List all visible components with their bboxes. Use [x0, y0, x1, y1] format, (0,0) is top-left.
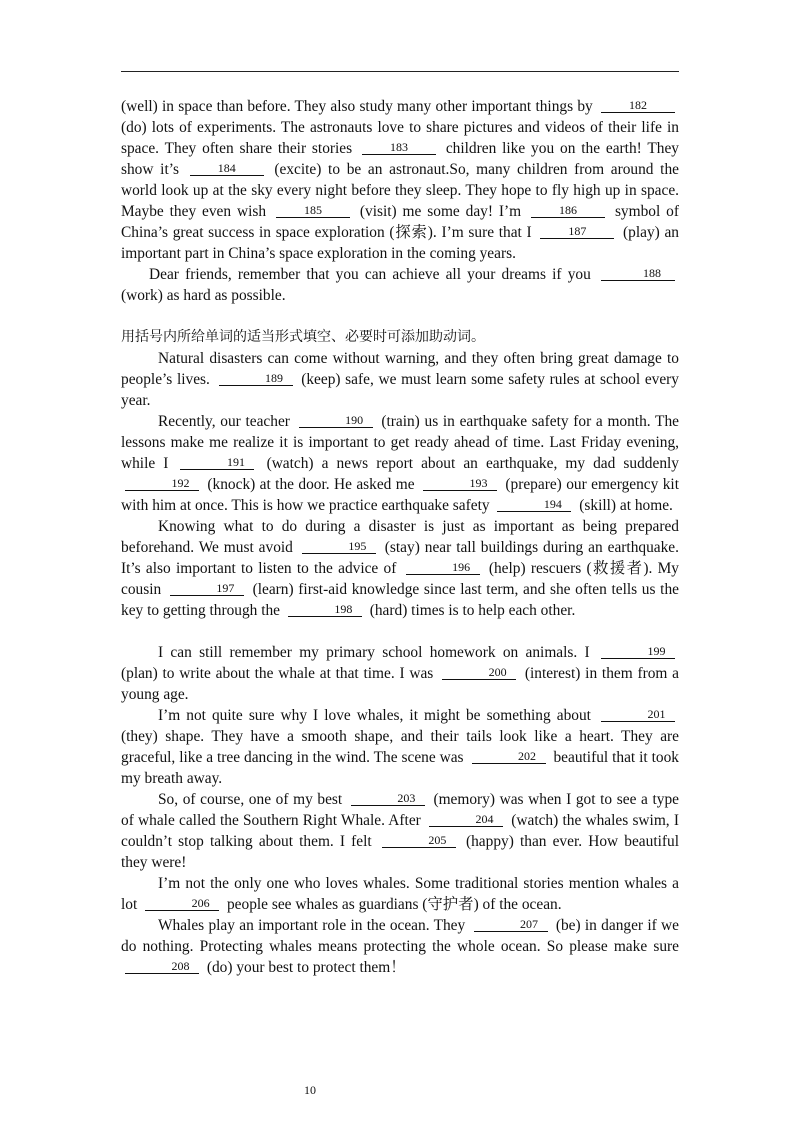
- answer-blank-197[interactable]: 197: [170, 581, 244, 596]
- paragraph: Knowing what to do during a disaster is just as important as being prepared beforehand. We must avoid 195 (stay) near tall buildings during an earthquake. It’s also important to listen to the advice of 196 (help) rescuers (救援者). My cousin 197 (learn) first-aid knowledge since last term, and she often tells us the key to getting through the 198 (hard) times is to help each other.: [121, 518, 679, 619]
- paragraph: Natural disasters can come without warning, and they often bring great damage to people’s lives. 189 (keep) safe, we must learn some safety rules at school every year.: [121, 350, 679, 409]
- answer-blank-190[interactable]: 190: [299, 413, 373, 428]
- answer-blank-206[interactable]: 206: [145, 896, 219, 911]
- answer-blank-208[interactable]: 208: [125, 959, 199, 974]
- answer-blank-182[interactable]: 182: [601, 98, 675, 113]
- answer-blank-189[interactable]: 189: [219, 371, 293, 386]
- paragraph: I’m not the only one who loves whales. Some traditional stories mention whales a lot 206 people see whales as guardians (守护者) of the ocean.: [121, 875, 679, 913]
- paragraph: I can still remember my primary school homework on animals. I 199 (plan) to write about the whale at that time. I was 200 (interest) in them from a young age.: [121, 644, 679, 703]
- answer-blank-202[interactable]: 202: [472, 749, 546, 764]
- answer-blank-187[interactable]: 187: [540, 224, 614, 239]
- answer-blank-199[interactable]: 199: [601, 644, 675, 659]
- answer-blank-198[interactable]: 198: [288, 602, 362, 617]
- paragraph: Dear friends, remember that you can achieve all your dreams if you 188 (work) as hard as possible.: [121, 264, 679, 306]
- answer-blank-201[interactable]: 201: [601, 707, 675, 722]
- paragraph: Whales play an important role in the ocean. They 207 (be) in danger if we do nothing. Protecting whales means protecting the whole ocean. So please make sure 208 (do) your best to protect them！: [121, 917, 679, 976]
- answer-blank-185[interactable]: 185: [276, 203, 350, 218]
- exercise-instruction: 用括号内所给单词的适当形式填空、必要时可添加助动词。: [121, 329, 485, 345]
- header-rule: [121, 71, 679, 72]
- answer-blank-186[interactable]: 186: [531, 203, 605, 218]
- paragraph: I’m not quite sure why I love whales, it might be something about 201 (they) shape. They have a smooth shape, and their tails look like a heart. They are graceful, like a tree dancing in the wind. The scene was 202 beautiful that it took my breath away.: [121, 707, 679, 787]
- answer-blank-194[interactable]: 194: [497, 497, 571, 512]
- answer-blank-183[interactable]: 183: [362, 140, 436, 155]
- answer-blank-200[interactable]: 200: [442, 665, 516, 680]
- answer-blank-184[interactable]: 184: [190, 161, 264, 176]
- answer-blank-193[interactable]: 193: [423, 476, 497, 491]
- answer-blank-204[interactable]: 204: [429, 812, 503, 827]
- document-body: [121, 96, 679, 978]
- answer-blank-205[interactable]: 205: [382, 833, 456, 848]
- paragraph: So, of course, one of my best 203 (memory) was when I got to see a type of whale called the Southern Right Whale. After 204 (watch) the whales swim, I couldn’t stop talking about them. I felt 205 (happy) than ever. How beautiful they were!: [121, 791, 679, 871]
- page-number: 10: [304, 1083, 316, 1097]
- answer-blank-188[interactable]: 188: [601, 266, 675, 281]
- answer-blank-207[interactable]: 207: [474, 917, 548, 932]
- answer-blank-191[interactable]: 191: [180, 455, 254, 470]
- paragraph: (well) in space than before. They also study many other important things by 182 (do) lots of experiments. The astronauts love to share pictures and videos of their life in space. They often share their stories 183 children like you on the earth! They show it’s 184 (excite) to be an astronaut.So, many children from around the world look up at the sky every night before they sleep. They hope to fly high up in space. Maybe they even wish 185 (visit) me some day! I’m 186 symbol of China’s great success in space exploration (探索). I’m sure that I 187 (play) an important part in China’s space exploration in the coming years.: [121, 98, 680, 262]
- paragraph: Recently, our teacher 190 (train) us in earthquake safety for a month. The lessons make me realize it is important to get ready ahead of time. Last Friday evening, while I 191 (watch) a news report about an earthquake, my dad suddenly 192 (knock) at the door. He asked me 193 (prepare) our emergency kit with him at once. This is how we practice earthquake safety 194 (skill) at home.: [121, 413, 679, 514]
- answer-blank-196[interactable]: 196: [406, 560, 480, 575]
- answer-blank-192[interactable]: 192: [125, 476, 199, 491]
- answer-blank-203[interactable]: 203: [351, 791, 425, 806]
- answer-blank-195[interactable]: 195: [302, 539, 376, 554]
